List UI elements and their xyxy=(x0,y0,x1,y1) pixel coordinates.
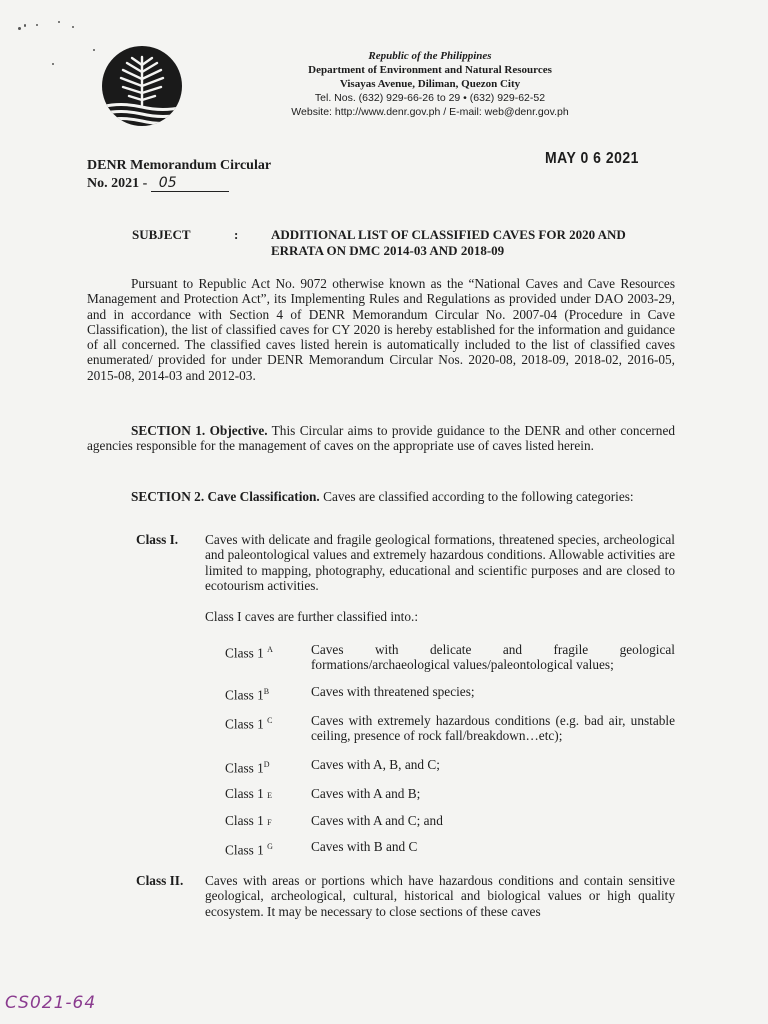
memo-number-prefix: No. 2021 - xyxy=(87,176,148,191)
subclass-label-1b: Class $1^B$ xyxy=(225,687,270,703)
subclass-label-1e: Class 1 E xyxy=(225,786,273,801)
letterhead-republic: Republic of the Philippines xyxy=(368,50,492,62)
scan-speck xyxy=(58,21,60,23)
subclass-text-1b: Caves with threatened species; xyxy=(311,684,475,699)
subject-text: ADDITIONAL LIST OF CLASSIFIED CAVES FOR 2020 AND ERRATA ON DMC 2014-03 AND 2018-09 xyxy=(271,227,626,258)
subclass-text-1c: Caves with extremely hazardous conditions (e.g. bad air, unstable ceiling, presence of rock fall/breakdown…etc); xyxy=(311,713,675,744)
section-2-heading: SECTION 2. Cave Classification. xyxy=(131,489,320,504)
letterhead-website: Website: http://www.denr.gov.ph / E-mail: web@denr.gov.ph xyxy=(291,106,569,118)
letterhead-address: Visayas Avenue, Diliman, Quezon City xyxy=(339,78,521,90)
scan-speck xyxy=(36,24,38,26)
class-2-description: Caves with areas or portions which have hazardous conditions and contain sensitive geological, archeological, cultural, historical and biological values or high quality ecosystem. It may be necessary to close sections of these caves xyxy=(205,873,675,919)
class-2-label: Class II. xyxy=(136,873,184,888)
subject-label: SUBJECT xyxy=(132,227,191,242)
scan-speck xyxy=(72,26,74,28)
scan-speck xyxy=(93,49,95,51)
section-2-text: Caves are classified according to the following categories: xyxy=(319,489,634,504)
memo-number-value: 05 xyxy=(151,175,229,192)
class-1-further: Class I caves are further classified into.: xyxy=(205,609,419,624)
denr-seal-icon xyxy=(101,45,183,127)
subclass-text-1e: Caves with A and B; xyxy=(311,786,421,801)
letterhead-department: Department of Environment and Natural Resources xyxy=(308,64,552,76)
subclass-label-1c: Class 1 $^C$ xyxy=(225,716,273,732)
subclass-text-1a-line1: Caves with delicate and fragile geological xyxy=(311,642,675,657)
memo-title: DENR Memorandum Circular xyxy=(87,158,272,173)
subclass-label-1a: Class 1 $^A$ xyxy=(225,645,273,661)
subclass-text-1f: Caves with A and C; and xyxy=(311,813,443,828)
subclass-text-1d: Caves with A, B, and C; xyxy=(311,757,440,772)
section-1-heading: SECTION 1. Objective. xyxy=(131,423,268,438)
subject-colon: : xyxy=(234,227,239,242)
class-1-description: Caves with delicate and fragile geological formations, threatened species, archeological and paleontological values and extremely hazardous conditions. Allowable activities are limited to mapping, photography, educational and scientific purposes and are closed to ecotourism activities. xyxy=(205,532,675,593)
letterhead-telephone: Tel. Nos. (632) 929-66-26 to 29 • (632) 929-62-52 xyxy=(314,92,546,104)
section-1-paragraph xyxy=(87,423,675,454)
date-stamp: MAY 0 6 2021 xyxy=(545,148,639,167)
class-1-label: Class I. xyxy=(136,532,179,547)
subclass-label-1d: Class $1^D$ xyxy=(225,760,270,776)
intro-paragraph: Pursuant to Republic Act No. 9072 otherwise known as the “National Caves and Cave Resources Management and Protection Act”, its Implementing Rules and Regulations as provided under DAO 2003-29, and in accordance with Section 4 of DENR Memorandum Circular No. 2007-04 (Procedure in Cave Classification), the list of classified caves for CY 2020 is hereby established for the information and guidance of all concerned. The classified caves listed herein is automatically included to the list of classified caves enumerated/ provided for under DENR Memorandum Circular Nos. 2020-08, 2018-09, 2018-02, 2016-05, 2015-08, 2014-03 and 2012-03. xyxy=(87,276,675,383)
scan-speck xyxy=(52,63,54,65)
subclass-text-1a-line2: formations/archaeological values/paleontological values; xyxy=(311,657,614,672)
scan-speck xyxy=(24,24,26,27)
subclass-text-1g: Caves with B and C xyxy=(311,839,418,854)
section-2-paragraph xyxy=(87,489,675,504)
subclass-label-1f: Class 1 F xyxy=(225,813,272,828)
scan-speck xyxy=(18,27,21,30)
handwritten-note: CS021-64 xyxy=(5,993,97,1013)
subclass-label-1g: Class 1 $^G$ xyxy=(225,842,273,858)
section-1-text: This Circular aims to provide guidance to the DENR and other concerned agencies responsible for the management of caves on the appropriate use of caves listed herein. xyxy=(87,423,675,454)
memo-number xyxy=(87,175,229,193)
letterhead xyxy=(240,50,620,119)
